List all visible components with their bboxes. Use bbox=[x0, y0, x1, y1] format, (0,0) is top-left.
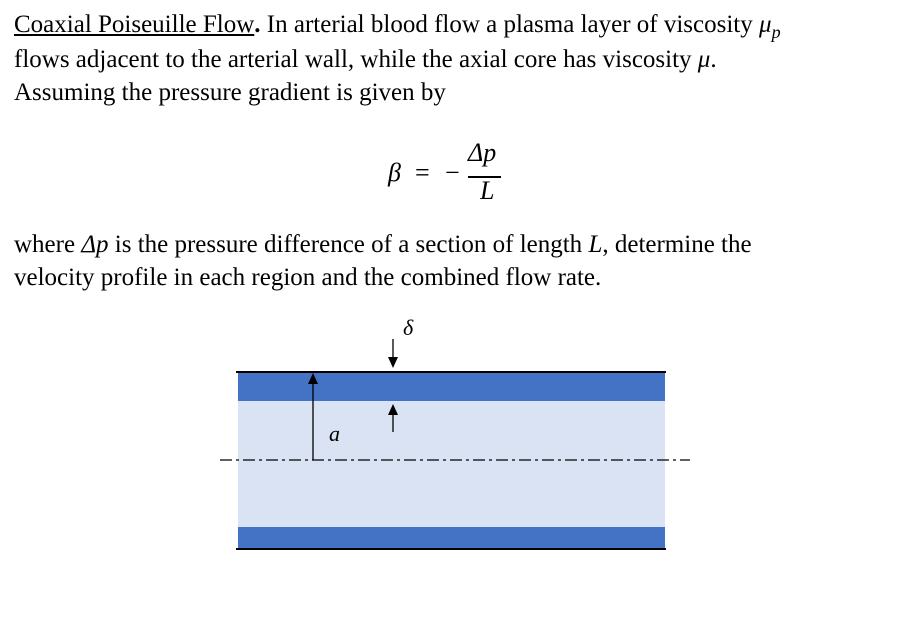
where-text-b: is the pressure difference of a section of length bbox=[108, 231, 589, 258]
intro-text-a: In arterial blood flow a plasma layer of viscosity bbox=[260, 11, 759, 38]
delta-arrow-top-head bbox=[388, 357, 398, 368]
where-text-c: , determine the bbox=[602, 231, 752, 258]
equation-numerator: Δp bbox=[468, 138, 497, 167]
radius-label: a bbox=[329, 421, 340, 446]
delta-label: δ bbox=[403, 315, 414, 340]
intro-text-d: Assuming the pressure gradient is given by bbox=[14, 79, 446, 106]
intro-text-c: . bbox=[710, 46, 717, 73]
intro-text-b: flows adjacent to the arterial wall, while the axial core has viscosity bbox=[14, 46, 698, 73]
title-period: . bbox=[254, 11, 261, 38]
equation-denominator: L bbox=[480, 176, 495, 202]
where-text-a: where bbox=[14, 231, 82, 258]
pressure-difference-symbol: Δp bbox=[81, 231, 109, 258]
where-text-d: velocity profile in each region and the combined flow rate. bbox=[14, 264, 602, 291]
length-symbol: L bbox=[588, 231, 603, 258]
plasma-viscosity-symbol: μ bbox=[759, 11, 772, 38]
plasma-viscosity-subscript: p bbox=[771, 22, 781, 42]
problem-title: Coaxial Poiseuille Flow bbox=[14, 11, 255, 38]
bottom-plasma-layer bbox=[238, 527, 665, 549]
equation-lhs-beta: β bbox=[388, 158, 401, 187]
top-plasma-layer bbox=[238, 373, 665, 401]
equation-equals: = bbox=[415, 158, 430, 187]
core-viscosity-symbol: μ bbox=[697, 46, 711, 73]
equation-minus: − bbox=[445, 158, 460, 187]
core-region bbox=[238, 401, 665, 527]
